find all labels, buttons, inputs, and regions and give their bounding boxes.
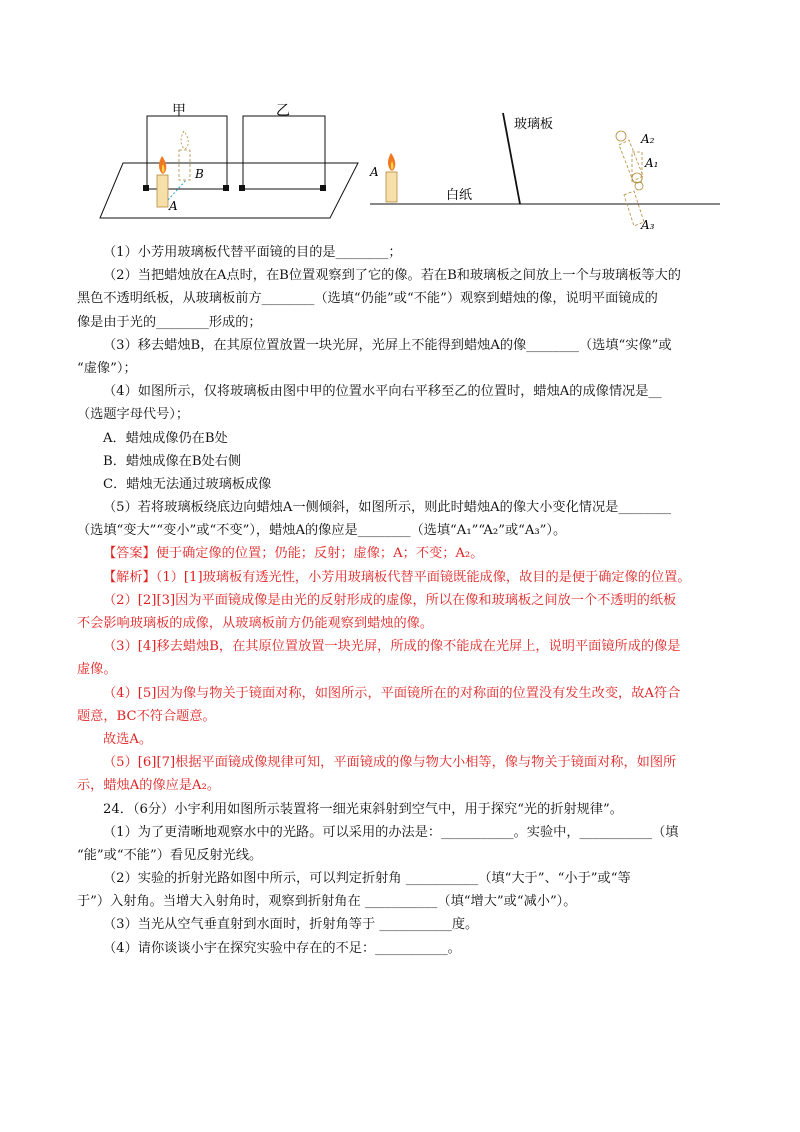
experiment-figures [0, 0, 800, 240]
q24-1-line2: “能”或“不能”）看见反射光线。 [77, 847, 263, 863]
option-a: A．蜡烛成像仍在B处 [103, 430, 228, 446]
analysis-5-line2: 示，蜡烛A的像应是A₂。 [77, 778, 221, 794]
q2-text-line3: 像是由于光的________形成的； [77, 314, 262, 330]
q5-text-line2: （选填“变大”“变小”或“不变”），蜡烛A的像应是________（选填“A₁”“A₂”或“A₃”）。 [77, 523, 567, 539]
q24-3: （3）当光从空气垂直射到水面时，折射角等于 ___________度。 [103, 917, 479, 933]
tilted-glass-figure [369, 113, 720, 232]
label-a3: A₃ [641, 218, 655, 232]
analysis-1: 【解析】（1）[1]玻璃板有透光性，小芳用玻璃板代替平面镜既能成像，故目的是便于确定像的位置。 [103, 569, 691, 585]
q24-2-line2: 于”）入射角。当增大入射角时，观察到折射角在 ___________（填“增大”或“减小”）。 [77, 894, 577, 910]
q1-text: （1）小芳用玻璃板代替平面镜的目的是________； [103, 245, 402, 260]
q24-2-line1: （2）实验的折射光路如图中所示，可以判定折射角 ___________（填“大于”、“小于”或“等 [103, 871, 631, 887]
label-a2: A₂ [641, 132, 655, 146]
glass-plate-setup-figure [100, 103, 358, 218]
option-b: B．蜡烛成像在B处右侧 [103, 453, 242, 469]
analysis-2-line1: （2）[2][3]因为平面镜成像是由光的反射形成的虚像，所以在像和玻璃板之间放一个不透明的纸板 [103, 592, 677, 608]
q24-1-line1: （1）为了更清晰地观察水中的光路。可以采用的办法是：___________。实验中，___________（填 [103, 824, 679, 840]
label-b: B [195, 167, 204, 181]
q4-text-line2: （选题字母代号）； [77, 407, 190, 423]
label-a-right: A [370, 165, 379, 179]
q5-text-line1: （5）若将玻璃板绕底边向蜡烛A一侧倾斜，如图所示，则此时蜡烛A的像大小变化情况是________ [103, 500, 672, 516]
analysis-2-line2: 不会影响玻璃板的成像，从玻璃板前方仍能观察到蜡烛的像。 [77, 616, 434, 631]
label-paper: 白纸 [446, 188, 473, 203]
analysis-3-line1: （3）[4]移去蜡烛B，在其原位置放置一块光屏，所成的像不能成在光屏上，说明平面镜所成的像是 [103, 639, 681, 655]
q2-text-line1: （2）当把蜡烛放在A点时，在B位置观察到了它的像。若在B和玻璃板之间放上一个与玻璃板等大的 [103, 268, 681, 284]
label-glass: 玻璃板 [514, 117, 554, 132]
analysis-5-line1: （5）[6][7]根据平面镜成像规律可知，平面镜成的像与物大小相等，像与物关于镜面对称，如图所 [103, 755, 677, 771]
document-body [77, 241, 737, 960]
option-c: C．蜡烛无法通过玻璃板成像 [103, 476, 272, 492]
label-a1: A₁ [645, 156, 659, 170]
q2-text-line2: 黑色不透明纸板，从玻璃板前方________（选填“仍能”或“不能”）观察到蜡烛的像，说明平面镜成的 [77, 291, 658, 307]
q24-title: 24．（6分）小宇利用如图所示装置将一细光束斜射到空气中，用于探究“光的折射规律”。 [103, 801, 623, 817]
q3-text-line1: （3）移去蜡烛B，在其原位置放置一块光屏，光屏上不能得到蜡烛A的像________（选填“实像”或 [103, 337, 672, 353]
q24-4: （4）请你谈谈小宇在探究实验中存在的不足：___________。 [103, 940, 461, 956]
label-a-left: A [169, 199, 178, 213]
analysis-4-line1: （4）[5]因为像与物关于镜面对称，如图所示，平面镜所在的对称面的位置没有发生改变，故A符合 [103, 685, 681, 701]
label-jia: 甲 [172, 103, 186, 119]
analysis-3-line2: 虚像。 [77, 662, 117, 678]
label-yi: 乙 [276, 103, 290, 119]
analysis-4-line2: 题意，BC不符合题意。 [77, 708, 216, 724]
answer-line: 【答案】便于确定像的位置；仍能；反射；虚像；A；不变；A₂。 [103, 546, 484, 562]
analysis-4-line3: 故选A。 [103, 731, 153, 747]
q4-text-line1: （4）如图所示，仅将玻璃板由图中甲的位置水平向右平移至乙的位置时，蜡烛A的成像情况是__ [103, 384, 662, 400]
q3-text-line2: “虚像”）； [77, 360, 137, 376]
